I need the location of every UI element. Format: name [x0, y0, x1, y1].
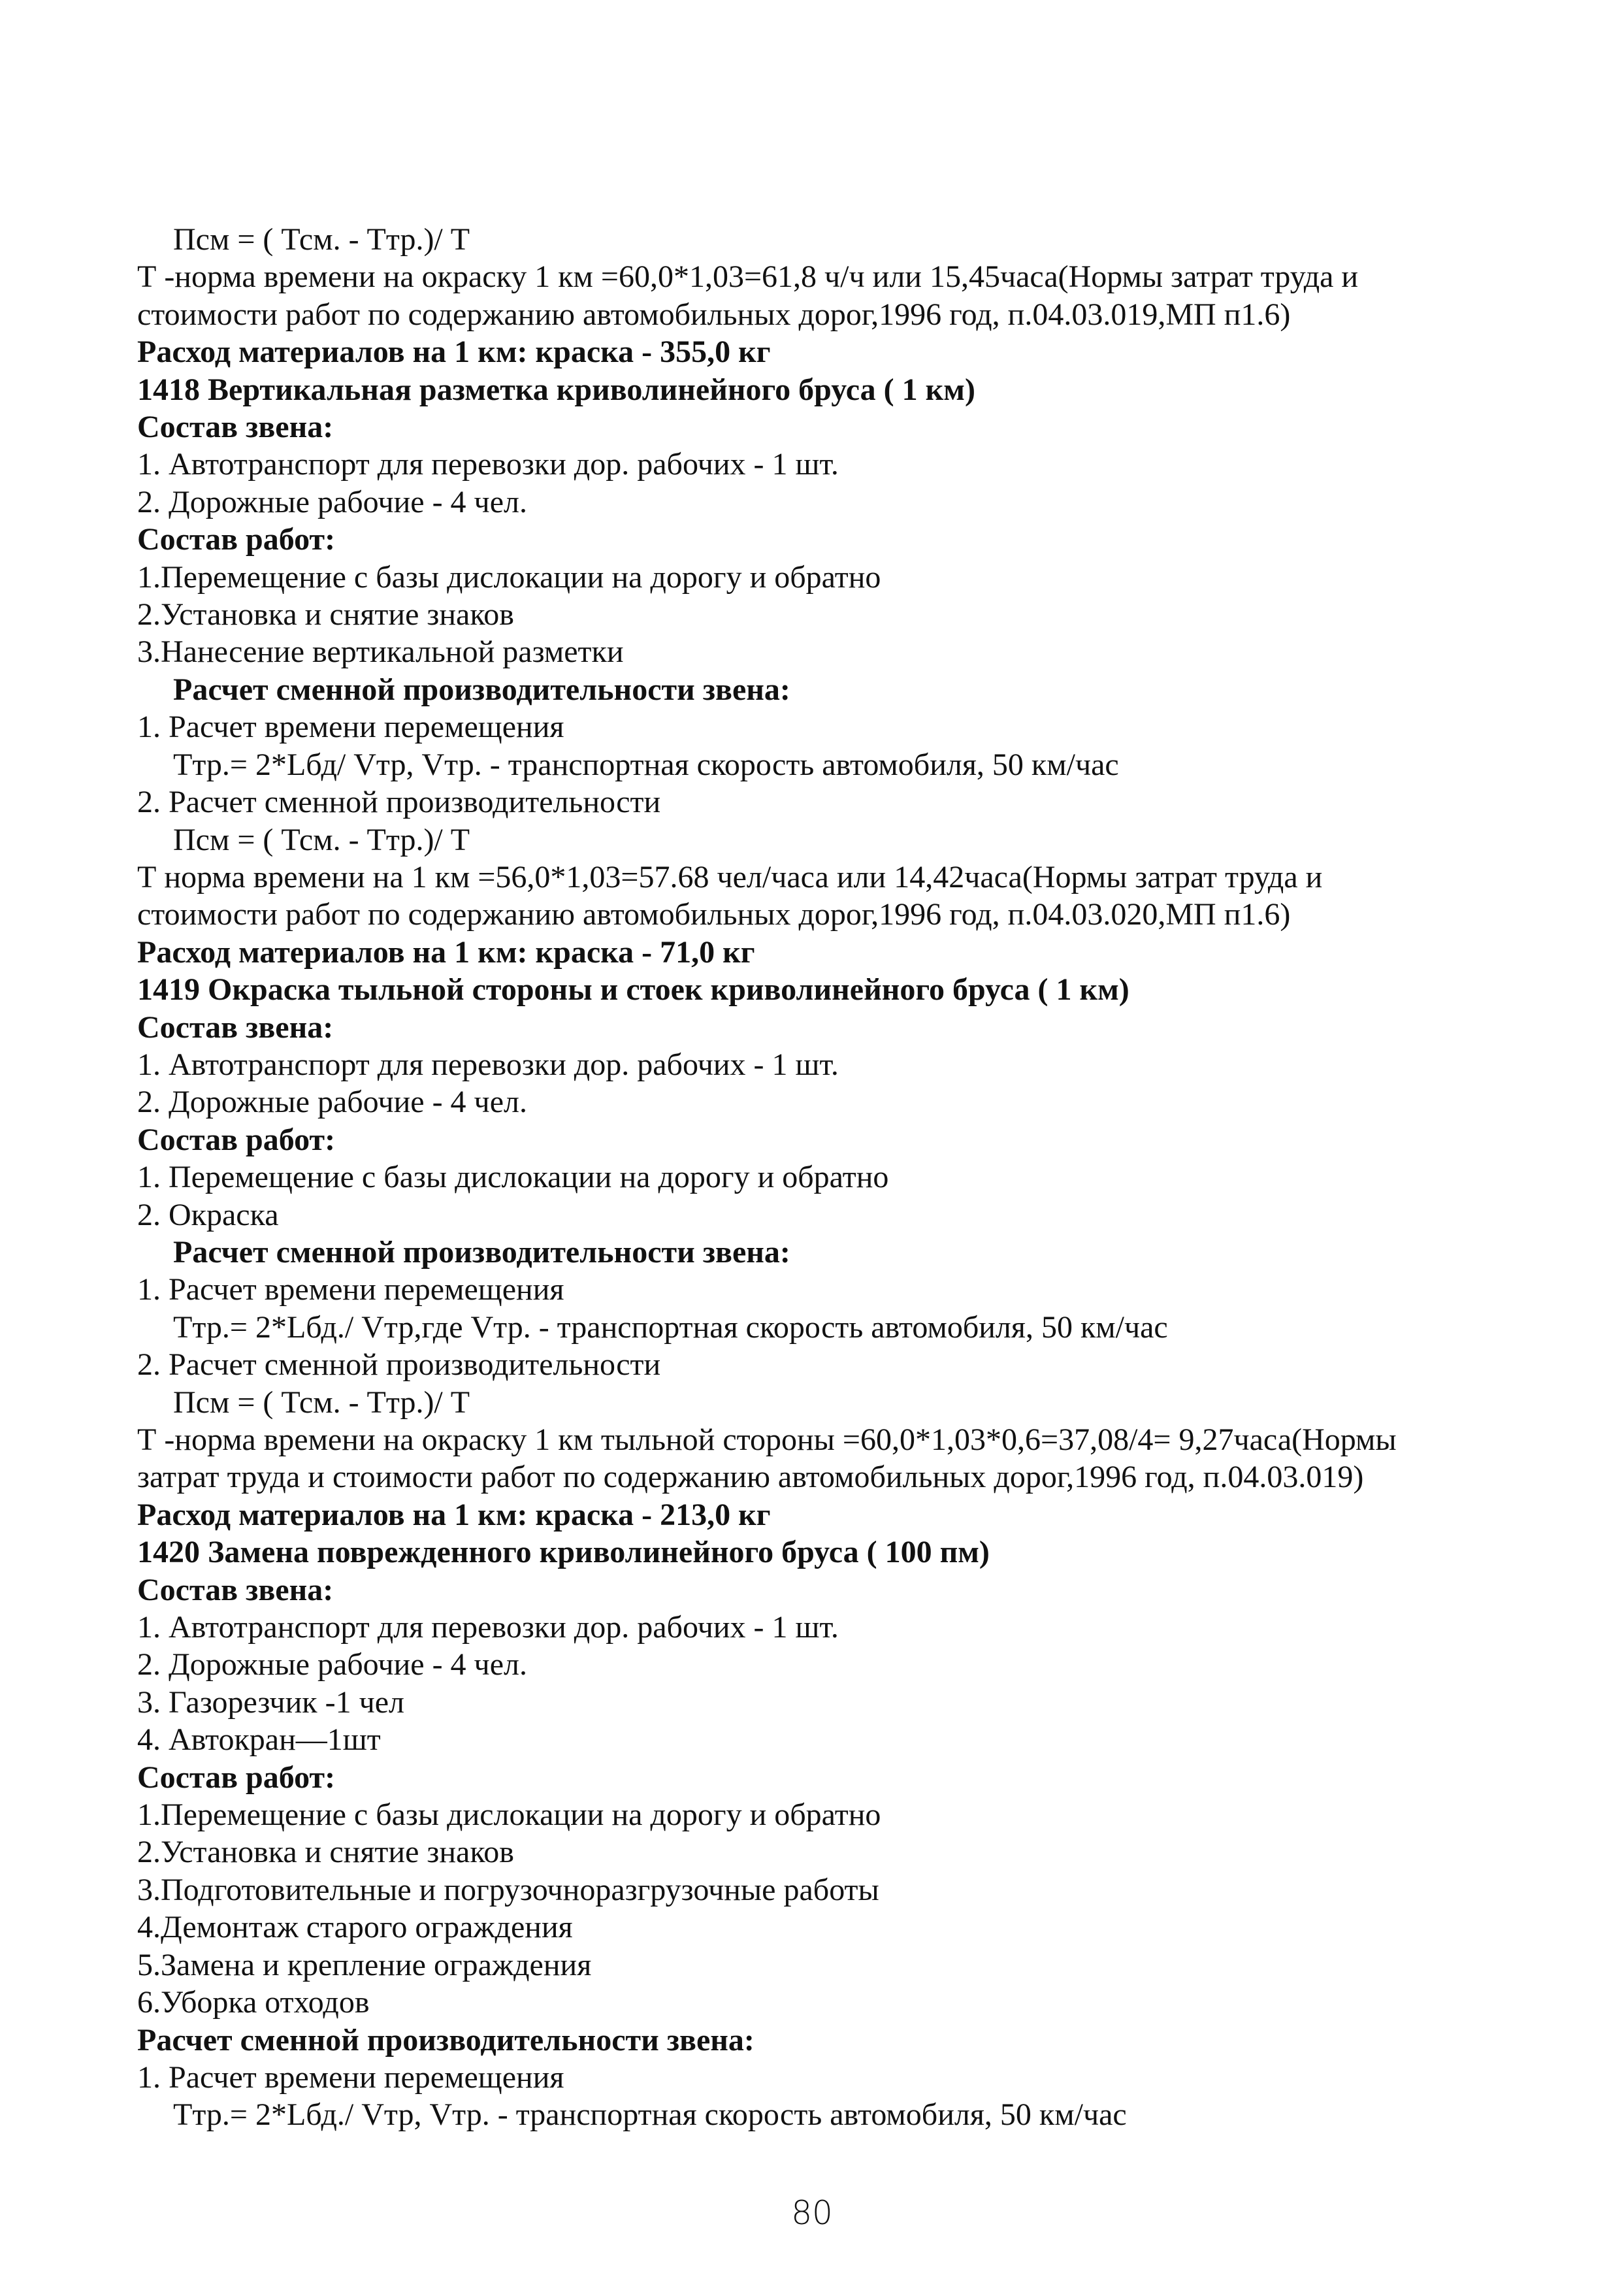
list-item: 4. Автокран—1шт [137, 1722, 381, 1758]
section-heading-1419: 1419 Окраска тыльной стороны и стоек криволинейного бруса ( 1 км) [137, 972, 1129, 1008]
calc-heading: Расчет сменной производительности звена: [173, 1234, 790, 1270]
list-item: 1. Автотранспорт для перевозки дор. рабочих - 1 шт. [137, 1047, 839, 1082]
list-item: 1. Расчет времени перемещения [137, 1272, 564, 1307]
list-item: 1. Перемещение с базы дислокации на дорогу и обратно [137, 1160, 889, 1195]
text-line: затрат труда и стоимости работ по содержанию автомобильных дорог,1996 год, п.04.03.019) [137, 1460, 1364, 1495]
list-item: 2.Установка и снятие знаков [137, 1835, 514, 1870]
list-item: 1. Автотранспорт для перевозки дор. рабочих - 1 шт. [137, 447, 839, 482]
page-content [137, 221, 1502, 2134]
formula-line: Псм = ( Тсм. - Ттр.)/ Т [173, 822, 470, 857]
list-item: 1. Автотранспорт для перевозки дор. рабочих - 1 шт. [137, 1610, 839, 1645]
formula-line: Псм = ( Тсм. - Ттр.)/ Т [173, 222, 470, 257]
list-item: 3. Газорезчик -1 чел [137, 1684, 404, 1720]
text-line: Т -норма времени на окраску 1 км тыльной стороны =60,0*1,03*0,6=37,08/4= 9,27часа(Нормы [137, 1422, 1397, 1457]
list-item: 2. Дорожные рабочие - 4 чел. [137, 1647, 527, 1682]
list-item: 4.Демонтаж старого ограждения [137, 1910, 573, 1945]
materials-heading: Расход материалов на 1 км: краска - 213,0 кг [137, 1497, 771, 1532]
section-heading-1420: 1420 Замена поврежденного криволинейного бруса ( 100 пм) [137, 1535, 990, 1570]
formula-line: Ттр.= 2*Lбд./ Vтр, Vтр. - транспортная скорость автомобиля, 50 км/час [173, 2097, 1127, 2133]
text-line: Т -норма времени на окраску 1 км =60,0*1,03=61,8 ч/ч или 15,45часа(Нормы затрат труда и [137, 259, 1359, 295]
materials-heading: Расход материалов на 1 км: краска - 355,0 кг [137, 335, 771, 370]
page-number: 80 [791, 2194, 833, 2232]
materials-heading: Расход материалов на 1 км: краска - 71,0 кг [137, 934, 755, 970]
works-heading: Состав работ: [137, 1760, 336, 1795]
text-line: стоимости работ по содержанию автомобильных дорог,1996 год, п.04.03.020,МП п1.6) [137, 897, 1291, 932]
list-item: 2.Установка и снятие знаков [137, 597, 514, 632]
calc-heading: Расчет сменной производительности звена: [173, 672, 790, 707]
works-heading: Состав работ: [137, 1122, 336, 1157]
formula-line: Ттр.= 2*Lбд./ Vтр,где Vтр. - транспортная скорость автомобиля, 50 км/час [173, 1309, 1168, 1345]
list-item: 3.Нанесение вертикальной разметки [137, 634, 624, 670]
list-item: 1. Расчет времени перемещения [137, 2059, 564, 2095]
list-item: 2. Расчет сменной производительности [137, 1347, 661, 1383]
list-item: 2. Дорожные рабочие - 4 чел. [137, 1085, 527, 1120]
list-item: 5.Замена и крепление ограждения [137, 1947, 592, 1982]
list-item: 2. Расчет сменной производительности [137, 785, 661, 820]
text-line: стоимости работ по содержанию автомобильных дорог,1996 год, п.04.03.019,МП п1.6) [137, 297, 1291, 332]
list-item: 1.Перемещение с базы дислокации на дорогу и обратно [137, 1797, 881, 1833]
list-item: 1. Расчет времени перемещения [137, 710, 564, 745]
formula-line: Псм = ( Тсм. - Ттр.)/ Т [173, 1385, 470, 1420]
list-item: 3.Подготовительные и погрузочноразгрузочные работы [137, 1872, 879, 1907]
list-item: 1.Перемещение с базы дислокации на дорогу и обратно [137, 559, 881, 595]
calc-heading: Расчет сменной производительности звена: [137, 2022, 755, 2057]
formula-line: Ттр.= 2*Lбд/ Vтр, Vтр. - транспортная скорость автомобиля, 50 км/час [173, 747, 1119, 782]
works-heading: Состав работ: [137, 522, 336, 557]
list-item: 6.Уборка отходов [137, 1985, 370, 2020]
crew-heading: Состав звена: [137, 1572, 334, 1607]
crew-heading: Состав звена: [137, 410, 334, 445]
list-item: 2. Окраска [137, 1197, 279, 1232]
text-line: Т норма времени на 1 км =56,0*1,03=57.68 чел/часа или 14,42часа(Нормы затрат труда и [137, 859, 1323, 894]
list-item: 2. Дорожные рабочие - 4 чел. [137, 484, 527, 519]
section-heading-1418: 1418 Вертикальная разметка криволинейного бруса ( 1 км) [137, 372, 975, 407]
crew-heading: Состав звена: [137, 1009, 334, 1045]
